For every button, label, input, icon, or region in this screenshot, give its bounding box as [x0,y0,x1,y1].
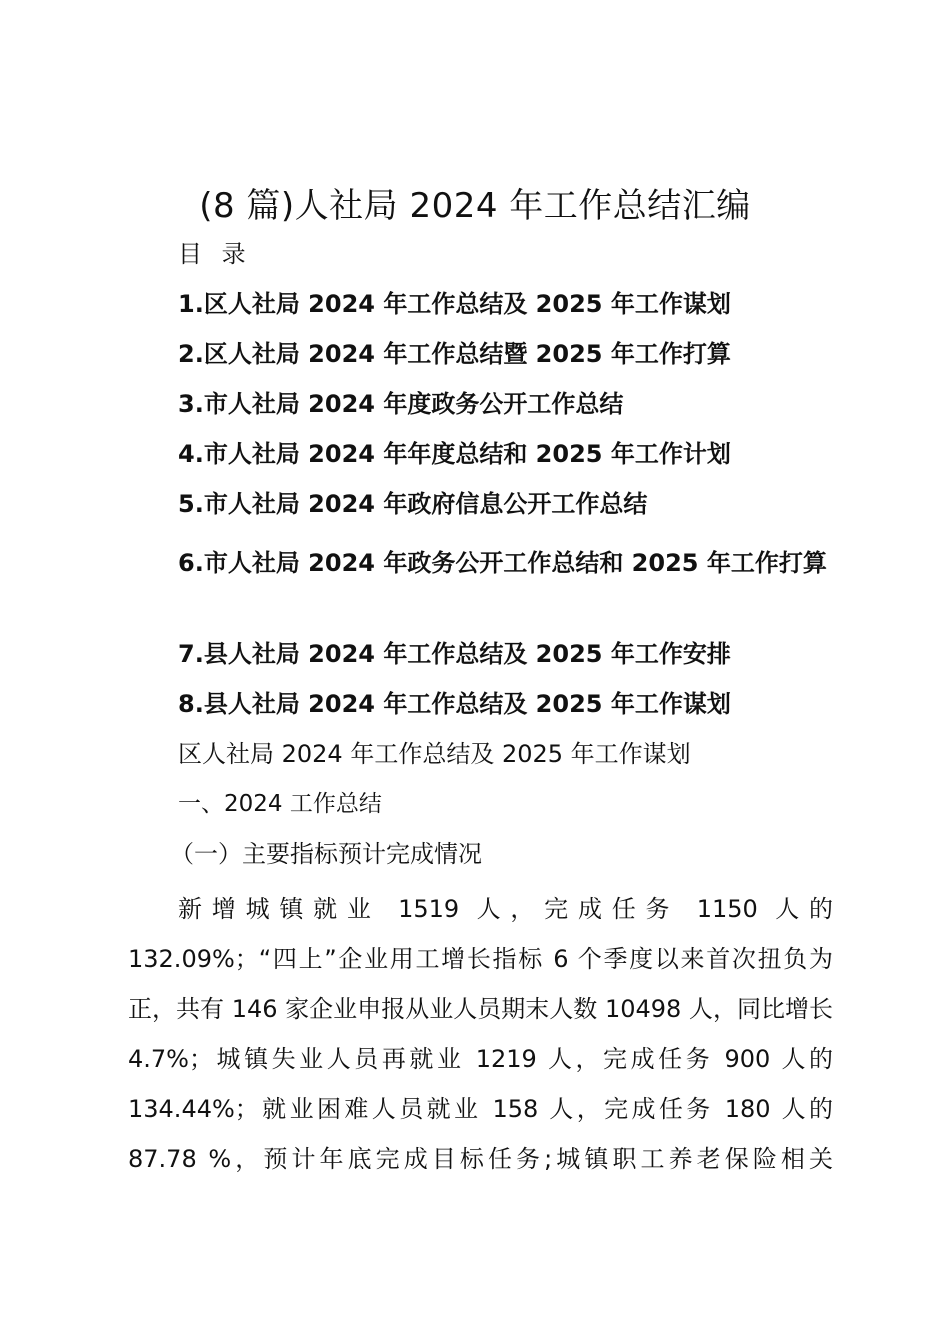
section-title: 区人社局 2024 年工作总结及 2025 年工作谋划 [178,740,691,768]
toc-item-6: 6.市人社局 2024 年政务公开工作总结和 2025 年工作打算 [178,549,827,577]
heading-level-1: 一、2024 工作总结 [178,791,382,817]
body-paragraph: 新增城镇就业 1519 人，完成任务 1150 人的 132.09%；“四上”企业用工增长指标 6 个季度以来首次扭负为正，共有 146 家企业申报从业人员期末人数 10498 人，同比增长 4.7%；城镇失业人员再就业 1219 人，完成任务 900 人的 134.44%；就业困难人员就业 158 人，完成任务 180 人的 87.78 %，预计年底完成目标任务;城镇职工养老保险相关 [128,895,833,1173]
document-title: (8 篇)人社局 2024 年工作总结汇编 [199,186,751,226]
heading-level-2: （一）主要指标预计完成情况 [170,840,482,868]
toc-item-2: 2.区人社局 2024 年工作总结暨 2025 年工作打算 [178,340,731,368]
toc-item-7: 7.县人社局 2024 年工作总结及 2025 年工作安排 [178,640,731,668]
toc-item-4: 4.市人社局 2024 年年度总结和 2025 年工作计划 [178,440,731,468]
toc-label: 目 录 [178,240,252,268]
toc-item-1: 1.区人社局 2024 年工作总结及 2025 年工作谋划 [178,290,731,318]
toc-item-8: 8.县人社局 2024 年工作总结及 2025 年工作谋划 [178,690,731,718]
toc-item-3: 3.市人社局 2024 年度政务公开工作总结 [178,390,624,418]
toc-item-5: 5.市人社局 2024 年政府信息公开工作总结 [178,490,648,518]
